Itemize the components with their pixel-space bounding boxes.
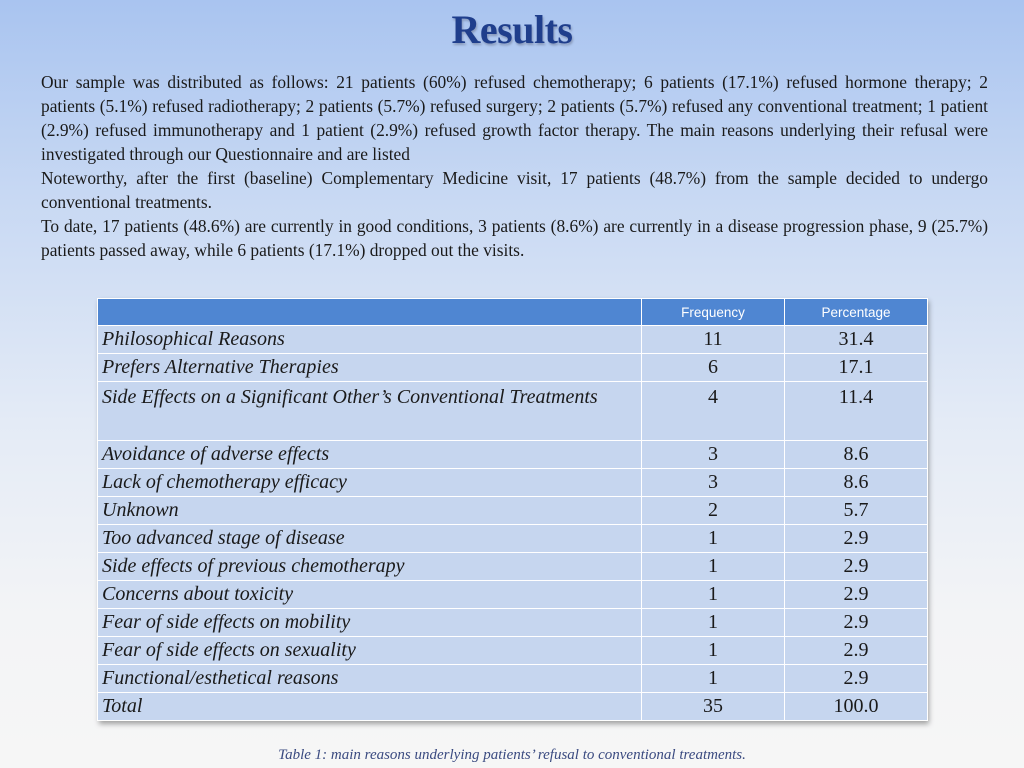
reason-cell: Concerns about toxicity <box>98 581 642 609</box>
reason-cell: Avoidance of adverse effects <box>98 441 642 469</box>
percentage-cell: 100.0 <box>785 693 928 721</box>
summary-paragraph: To date, 17 patients (48.6%) are currently in good conditions, 3 patients (8.6%) are currently in a disease progression phase, 9 (25.7%) patients passed away, while 6 patients (17.1%) dropped out the visits. <box>41 216 988 260</box>
table-row <box>98 497 928 525</box>
table-row <box>98 354 928 382</box>
table-row <box>98 581 928 609</box>
summary-paragraph: Our sample was distributed as follows: 21 patients (60%) refused chemotherapy; 6 patients (17.1%) refused hormone therapy; 2 patients (5.1%) refused radiotherapy; 2 patients (5.7%) refused surgery; 2 patients (5.7%) refused any conventional treatment; 1 patient (2.9%) refused immunotherapy and 1 patient (2.9%) refused growth factor therapy. The main reasons underlying their refusal were investigated through our Questionnaire and are listed <box>41 72 988 164</box>
percentage-cell: 2.9 <box>785 525 928 553</box>
percentage-cell: 8.6 <box>785 469 928 497</box>
table-row <box>98 553 928 581</box>
header-frequency: Frequency <box>642 299 785 326</box>
frequency-cell: 1 <box>642 637 785 665</box>
frequency-cell: 11 <box>642 326 785 354</box>
table-total-row <box>98 693 928 721</box>
reason-cell: Functional/esthetical reasons <box>98 665 642 693</box>
page-title: Results <box>451 7 573 52</box>
percentage-cell: 2.9 <box>785 553 928 581</box>
percentage-cell: 2.9 <box>785 581 928 609</box>
frequency-cell: 1 <box>642 581 785 609</box>
frequency-cell: 1 <box>642 553 785 581</box>
table-row <box>98 441 928 469</box>
percentage-cell: 5.7 <box>785 497 928 525</box>
header-percentage: Percentage <box>785 299 928 326</box>
frequency-cell: 6 <box>642 354 785 382</box>
reason-cell: Prefers Alternative Therapies <box>98 354 642 382</box>
table-row <box>98 469 928 497</box>
table-row <box>98 525 928 553</box>
summary-paragraph: Noteworthy, after the first (baseline) Complementary Medicine visit, 17 patients (48.7%) from the sample decided to undergo conventional treatments. <box>41 168 988 212</box>
reason-cell: Unknown <box>98 497 642 525</box>
table-row <box>98 637 928 665</box>
table-row <box>98 665 928 693</box>
frequency-cell: 2 <box>642 497 785 525</box>
frequency-cell: 3 <box>642 441 785 469</box>
refusal-reasons-table <box>97 298 928 721</box>
refusal-reasons-table-container <box>97 298 927 721</box>
reason-cell: Philosophical Reasons <box>98 326 642 354</box>
table-row <box>98 326 928 354</box>
percentage-cell: 8.6 <box>785 441 928 469</box>
reason-cell: Total <box>98 693 642 721</box>
reason-cell: Fear of side effects on mobility <box>98 609 642 637</box>
frequency-cell: 1 <box>642 525 785 553</box>
percentage-cell: 17.1 <box>785 354 928 382</box>
results-summary <box>41 70 988 262</box>
table-caption: Table 1: main reasons underlying patients’ refusal to conventional treatments. <box>278 747 746 763</box>
frequency-cell: 1 <box>642 609 785 637</box>
reason-cell: Fear of side effects on sexuality <box>98 637 642 665</box>
table-header-row <box>98 299 928 326</box>
reason-cell: Side effects of previous chemotherapy <box>98 553 642 581</box>
frequency-cell: 4 <box>642 382 785 441</box>
frequency-cell: 35 <box>642 693 785 721</box>
frequency-cell: 3 <box>642 469 785 497</box>
reason-cell: Too advanced stage of disease <box>98 525 642 553</box>
percentage-cell: 2.9 <box>785 665 928 693</box>
percentage-cell: 2.9 <box>785 609 928 637</box>
table-row <box>98 382 928 441</box>
percentage-cell: 11.4 <box>785 382 928 441</box>
reason-cell: Side Effects on a Significant Other’s Conventional Treatments <box>98 382 642 441</box>
table-row <box>98 609 928 637</box>
frequency-cell: 1 <box>642 665 785 693</box>
percentage-cell: 2.9 <box>785 637 928 665</box>
header-reason <box>98 299 642 326</box>
reason-cell: Lack of chemotherapy efficacy <box>98 469 642 497</box>
percentage-cell: 31.4 <box>785 326 928 354</box>
